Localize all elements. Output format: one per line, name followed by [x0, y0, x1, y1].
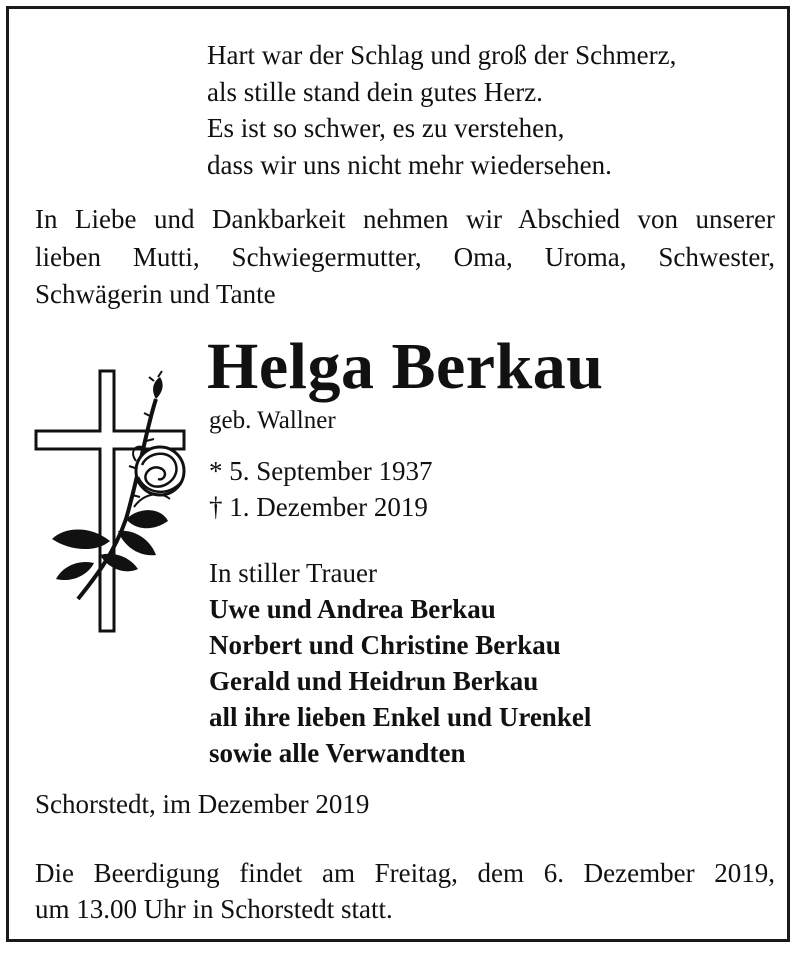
mourner-entry: all ihre lieben Enkel und Urenkel [209, 702, 592, 732]
poem-line: dass wir uns nicht mehr wiedersehen. [207, 149, 612, 180]
place-and-date: Schorstedt, im Dezember 2019 [35, 789, 370, 819]
mourner-entry: Norbert und Christine Berkau [209, 630, 561, 660]
funeral-line: Die Beerdigung findet am Freitag, dem 6. Dezember 2019, [35, 858, 775, 888]
poem-line: als stille stand dein gutes Herz. [207, 76, 543, 107]
poem-line: Hart war der Schlag und groß der Schmerz, [207, 40, 677, 70]
birth-date: * 5. September 1937 [209, 456, 433, 486]
memorial-poem [207, 37, 767, 183]
death-date: † 1. Dezember 2019 [209, 492, 428, 522]
mourner-entry: Gerald und Heidrun Berkau [209, 666, 539, 696]
funeral-line: um 13.00 Uhr in Schorstedt statt. [35, 894, 393, 924]
life-dates [209, 453, 432, 525]
farewell-line: Schwägerin und Tante [35, 279, 276, 309]
farewell-line: lieben Mutti, Schwiegermutter, Oma, Uroma, Schwester, [35, 241, 775, 272]
birth-name: geb. Wallner [209, 407, 336, 434]
obituary-notice [6, 6, 790, 942]
mourners-list [209, 555, 591, 771]
mourner-entry: Uwe und Andrea Berkau [209, 594, 496, 624]
mourner-entry: sowie alle Verwandten [209, 738, 466, 768]
poem-line: Es ist so schwer, es zu verstehen, [207, 113, 565, 143]
funeral-info [35, 855, 775, 927]
mourning-heading: In stiller Trauer [209, 558, 377, 588]
deceased-name: Helga Berkau [207, 330, 604, 403]
farewell-line: In Liebe und Dankbarkeit nehmen wir Abschied von unserer [35, 204, 775, 234]
farewell-text [35, 201, 775, 314]
cross-with-rose-icon [34, 369, 194, 634]
